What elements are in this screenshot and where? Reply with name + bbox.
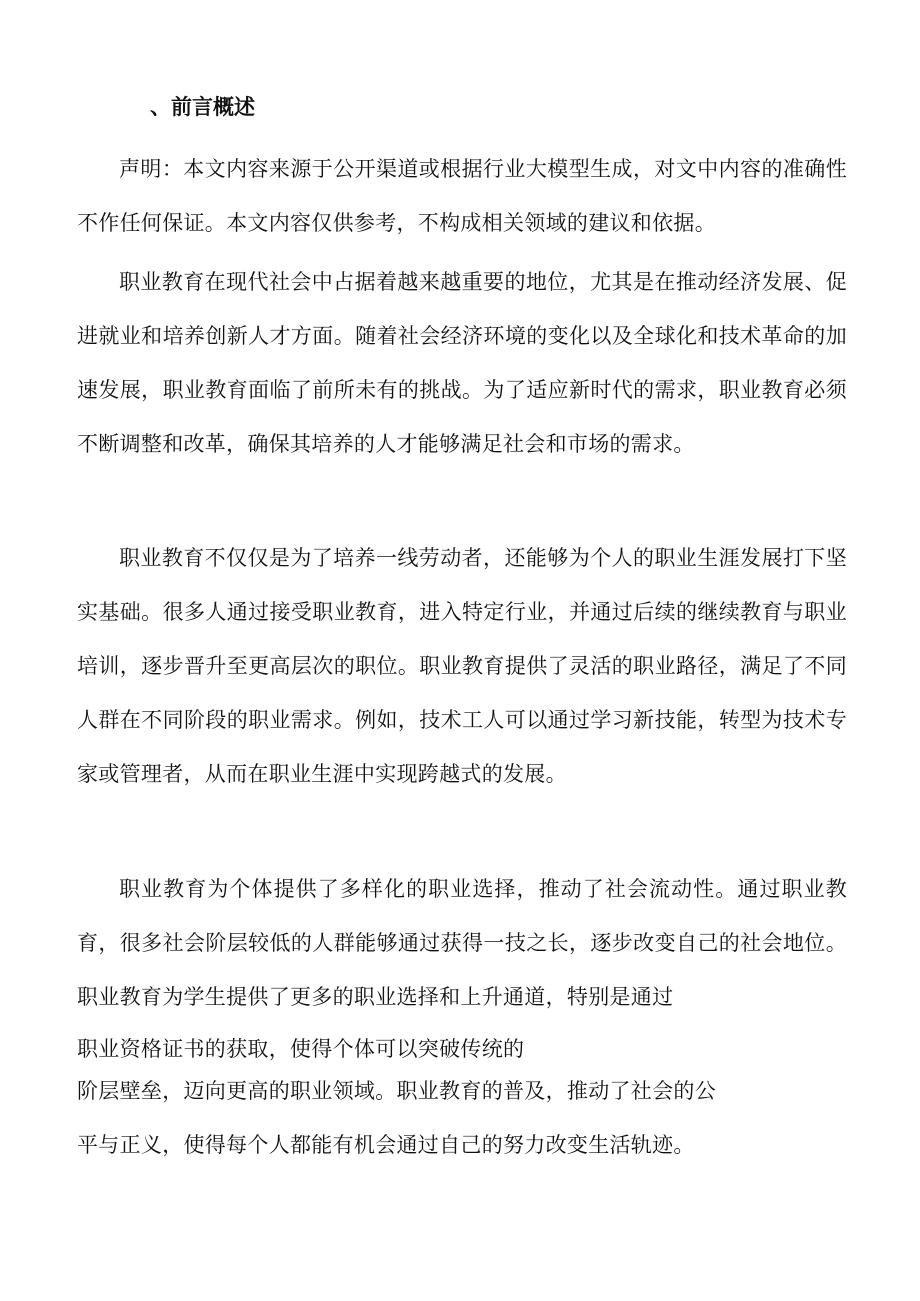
body-paragraph: 职业教育不仅仅是为了培养一线劳动者，还能够为个人的职业生涯发展打下坚实基础。很多人通过接受职业教育，进入特定行业，并通过后续的继续教育与职业培训，逐步晋升至更高层次的职位。职业教育提供了灵活的职业路径，满足了不同人群在不同阶段的职业需求。例如，技术工人可以通过学习新技能，转型为技术专家或管理者，从而在职业生涯中实现跨越式的发展。 bbox=[77, 546, 847, 786]
section-heading: 、前言概述 bbox=[150, 94, 255, 119]
body-text-line: 阶层壁垒，迈向更高的职业领域。职业教育的普及，推动了社会的公 bbox=[77, 1079, 716, 1103]
body-paragraph: 职业教育为个体提供了多样化的职业选择，推动了社会流动性。通过职业教育，很多社会阶层较低的人群能够通过获得一技之长，逐步改变自己的社会地位。职业教育为学生提供了更多的职业选择和上升通道，特别是通过 bbox=[77, 877, 847, 1009]
body-text-line: 职业资格证书的获取，使得个体可以突破传统的 bbox=[77, 1037, 525, 1061]
disclaimer-paragraph: 声明：本文内容来源于公开渠道或根据行业大模型生成，对文中内容的准确性不作任何保证。本文内容仅供参考，不构成相关领域的建议和依据。 bbox=[77, 157, 847, 235]
body-paragraph: 职业教育在现代社会中占据着越来越重要的地位，尤其是在推动经济发展、促进就业和培养创新人才方面。随着社会经济环境的变化以及全球化和技术革命的加速发展，职业教育面临了前所未有的挑战。为了适应新时代的需求，职业教育必须不断调整和改革，确保其培养的人才能够满足社会和市场的需求。 bbox=[77, 270, 847, 456]
body-text-line: 平与正义，使得每个人都能有机会通过自己的努力改变生活轨迹。 bbox=[77, 1133, 695, 1157]
